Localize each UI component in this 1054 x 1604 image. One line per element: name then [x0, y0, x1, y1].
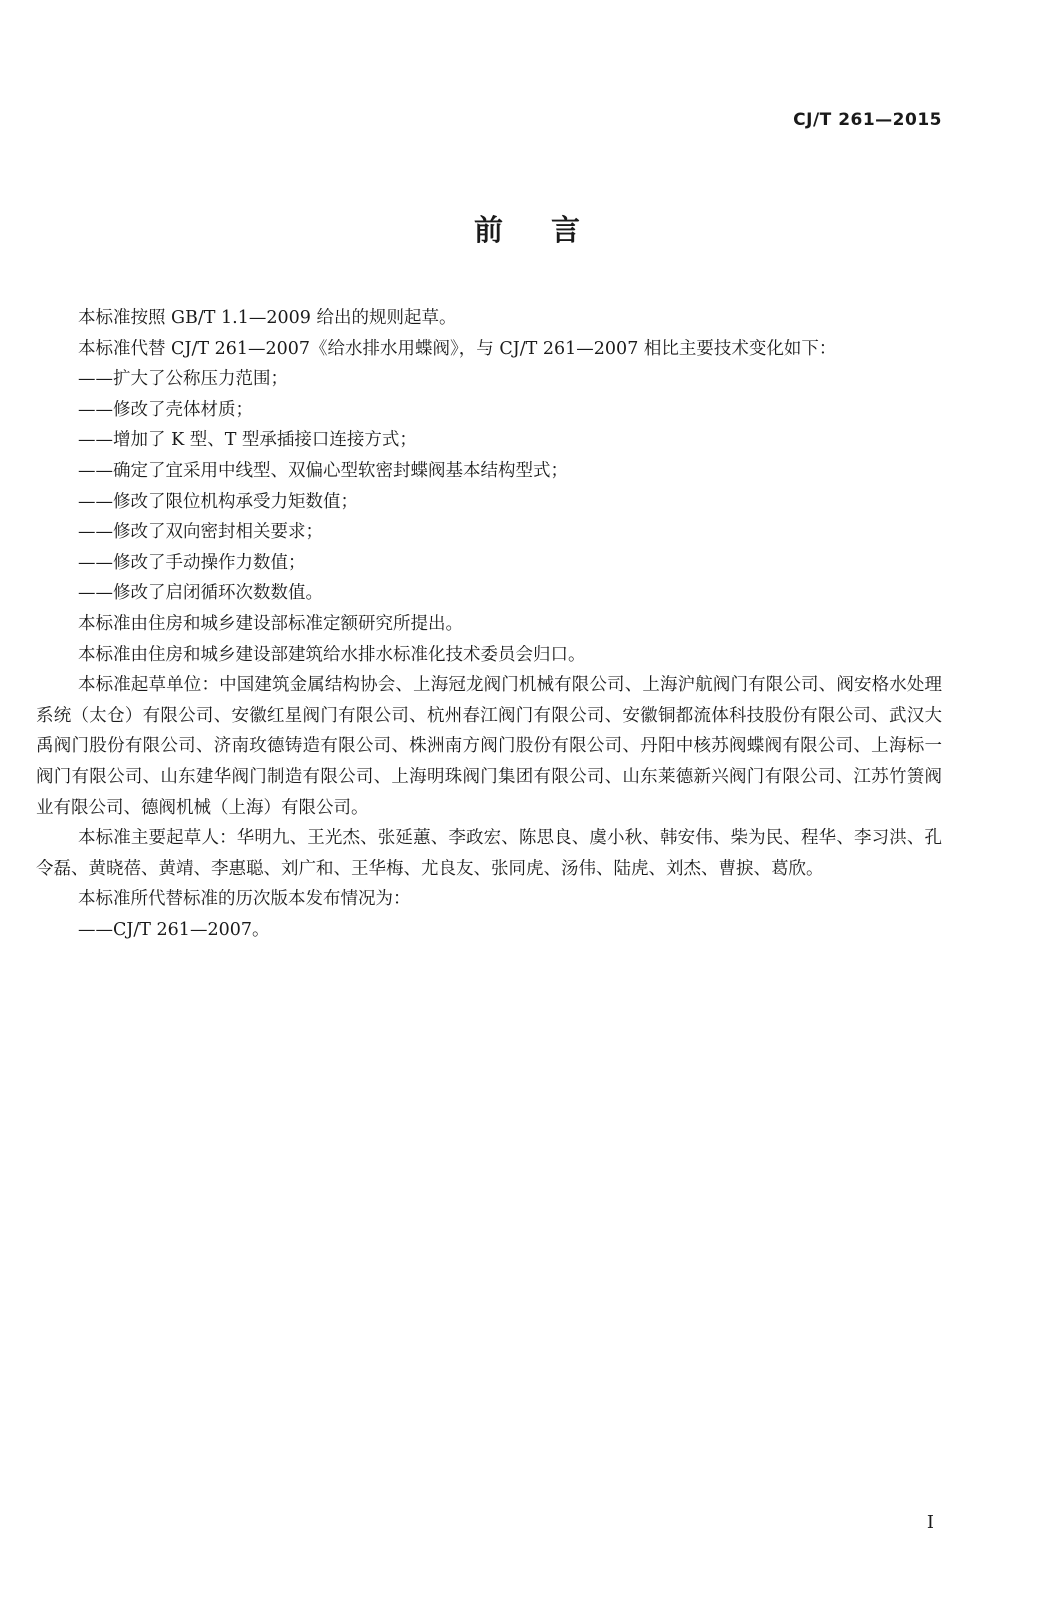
change-item: ——修改了限位机构承受力矩数值；	[78, 491, 358, 512]
proposer-paragraph: 本标准由住房和城乡建设部标准定额研究所提出。	[78, 613, 463, 634]
drafting-units-paragraph: 本标准起草单位：中国建筑金属结构协会、上海冠龙阀门机械有限公司、上海沪航阀门有限公司、阀安格水处理系统（太仓）有限公司、安徽红星阀门有限公司、杭州春江阀门有限公司、安徽铜都流体科技股份有限公司、武汉大禹阀门股份有限公司、济南玫德铸造有限公司、株洲南方阀门股份有限公司、丹阳中核苏阀蝶阀有限公司、上海标一阀门有限公司、山东建华阀门制造有限公司、上海明珠阀门集团有限公司、山东莱德新兴阀门有限公司、江苏竹箦阀业有限公司、德阀机械（上海）有限公司。	[36, 675, 942, 818]
intro-paragraph: 本标准代替 CJ/T 261—2007《给水排水用蝶阀》，与 CJ/T 261—2007 相比主要技术变化如下：	[78, 338, 837, 359]
change-item: ——修改了双向密封相关要求；	[78, 522, 323, 543]
history-intro-paragraph: 本标准所代替标准的历次版本发布情况为：	[78, 889, 411, 910]
change-item: ——修改了启闭循环次数数值。	[78, 583, 323, 604]
change-item: ——增加了 K 型、T 型承插接口连接方式；	[78, 430, 417, 451]
change-item: ——修改了手动操作力数值；	[78, 552, 306, 573]
history-item: ——CJ/T 261—2007。	[78, 919, 270, 940]
page-number: I	[926, 1512, 934, 1533]
intro-paragraph: 本标准按照 GB/T 1.1—2009 给出的规则起草。	[78, 308, 457, 328]
document-body	[36, 303, 942, 945]
change-item: ——修改了壳体材质；	[78, 399, 253, 420]
centralized-paragraph: 本标准由住房和城乡建设部建筑给水排水标准化技术委员会归口。	[78, 644, 586, 665]
standard-id: CJ/T 261—2015	[793, 110, 942, 130]
drafters-paragraph: 本标准主要起草人：华明九、王光杰、张延蕙、李政宏、陈思良、虞小秋、韩安伟、柴为民、程华、李习洪、孔令磊、黄晓蓓、黄靖、李惠聪、刘广和、王华梅、尤良友、张同虎、汤伟、陆虎、刘杰、曹捩、葛欣。	[36, 828, 942, 879]
page-title: 前言	[473, 213, 628, 247]
change-item: ——确定了宜采用中线型、双偏心型软密封蝶阀基本结构型式；	[78, 460, 568, 481]
change-item: ——扩大了公称压力范围；	[78, 369, 288, 390]
